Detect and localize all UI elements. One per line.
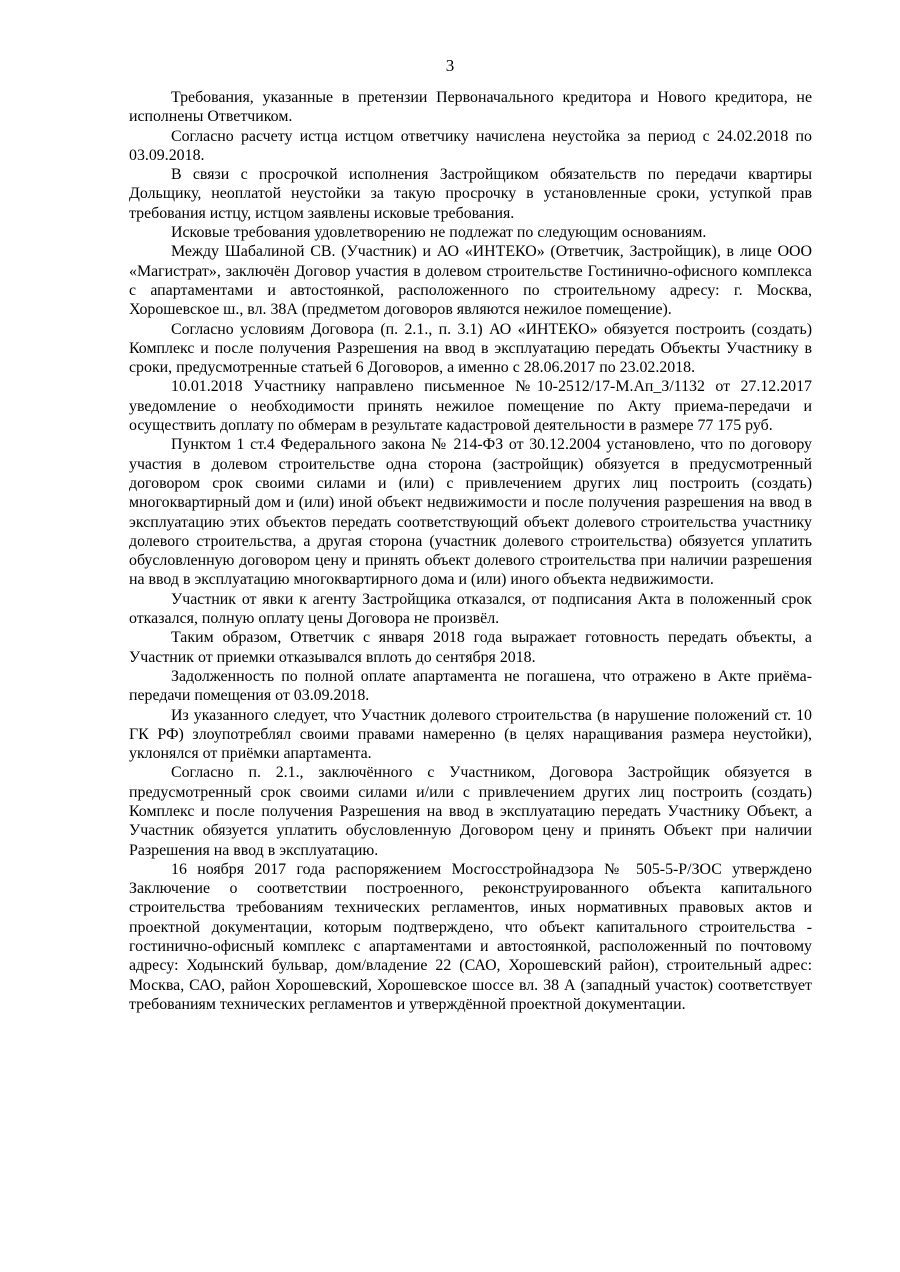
- document-body: [129, 88, 812, 1014]
- paragraph-contract-clause: Согласно п. 2.1., заключённого с Участником, Договора Застройщик обязуется в предусмотренный срок своими силами и/или с привлечением других лиц построить (создать) Комплекс и после получения Разрешения на ввод в эксплуатацию передать Участнику Объект, а Участник обязуется уплатить обусловленную Договором цену и принять Объект при наличии Разрешения на ввод в эксплуатацию.: [129, 764, 812, 859]
- paragraph-debt: Задолженность по полной оплате апартамента не погашена, что отражено в Акте приёма-передачи помещения от 03.09.2018.: [129, 667, 812, 705]
- paragraph-federal-law: Пунктом 1 ст.4 Федерального закона № 214-ФЗ от 30.12.2004 установлено, что по договору участия в долевом строительстве одна сторона (застройщик) обязуется в предусмотренный договором срок своими силами и (или) с привлечением других лиц построить (создать) многоквартирный дом и (или) иной объект недвижимости и после получения разрешения на ввод в эксплуатацию этих объектов передать соответствующий объект долевого строительства участнику долевого строительства, а другая сторона (участник долевого строительства) обязуется уплатить обусловленную договором цену и принять объект долевого строительства при наличии разрешения на ввод в эксплуатацию многоквартирного дома и (или) иного объекта недвижимости.: [129, 436, 812, 589]
- paragraph-contract-terms: Согласно условиям Договора (п. 2.1., п. 3.1) АО «ИНТЕКО» обязуется построить (создать) Комплекс и после получения Разрешения на ввод в эксплуатацию передать Объекты Участнику в сроки, предусмотренные статьей 6 Договоров, а именно с 28.06.2017 по 23.02.2018.: [129, 320, 812, 377]
- paragraph-claims-not-fulfilled: Требования, указанные в претензии Первоначального кредитора и Нового кредитора, не исполнены Ответчиком.: [129, 89, 812, 126]
- paragraph-penalty-period: Согласно расчету истца истцом ответчику начислена неустойка за период с 24.02.2018 по 03.09.2018.: [129, 127, 812, 164]
- paragraph-abuse-of-rights: Из указанного следует, что Участник долевого строительства (в нарушение положений ст. 10 ГК РФ) злоупотреблял своими правами намеренно (в целях наращивания размера неустойки), уклонялся от приёмки апартамента.: [129, 706, 812, 763]
- paragraph-grounds-intro: Исковые требования удовлетворению не подлежат по следующим основаниям.: [171, 224, 707, 242]
- paragraph-participant-refusal: Участник от явки к агенту Застройщика отказался, от подписания Акта в положенный срок отказался, полную оплату цены Договора не произвёл.: [129, 590, 812, 628]
- paragraph-compliance-conclusion: 16 ноября 2017 года распоряжением Мосгосстройнадзора № 505-5-Р/ЗОС утверждено Заключение о соответствии построенного, реконструированного объекта капитального строительства требованиям технических регламентов, иных нормативных правовых актов и проектной документации, которым подтверждено, что объект капитального строительства - гостинично-офисный комплекс с апартаментами и автостоянкой, расположенный по почтовому адресу: Ходынский бульвар, дом/владение 22 (САО, Хорошевский район), строительный адрес: Москва, САО, район Хорошевский, Хорошевское шоссе вл. 38 А (западный участок) соответствует требованиям технических регламентов и утверждённой проектной документации.: [129, 860, 812, 1013]
- paragraph-readiness: Таким образом, Ответчик с января 2018 года выражает готовность передать объекты, а Участник от приемки отказывался вплоть до сентября 2018.: [129, 629, 812, 666]
- page-number: 3: [445, 56, 455, 75]
- paragraph-notification: 10.01.2018 Участнику направлено письменное №10-2512/17-М.Ап_З/1132 от 27.12.2017 уведомление о необходимости принять нежилое помещение по Акту приема-передачи и осуществить доплату по обмерам в результате кадастровой деятельности в размере 77 175 руб.: [129, 378, 812, 435]
- paragraph-contract-parties: Между Шабалиной СВ. (Участник) и АО «ИНТЕКО» (Ответчик, Застройщик), в лице ООО «Магистрат», заключён Договор участия в долевом строительстве Гостинично-офисного комплекса с апартаментами и автостоянкой, расположенного по строительному адресу: г. Москва, Хорошевское ш., вл. 38А (предметом договоров являются нежилое помещение).: [129, 243, 812, 319]
- paragraph-delay-claims: В связи с просрочкой исполнения Застройщиком обязательств по передачи квартиры Дольщику, неоплатой неустойки за такую просрочку в установленные сроки, уступкой прав требования истцу, истцом заявлены исковые требования.: [129, 166, 812, 222]
